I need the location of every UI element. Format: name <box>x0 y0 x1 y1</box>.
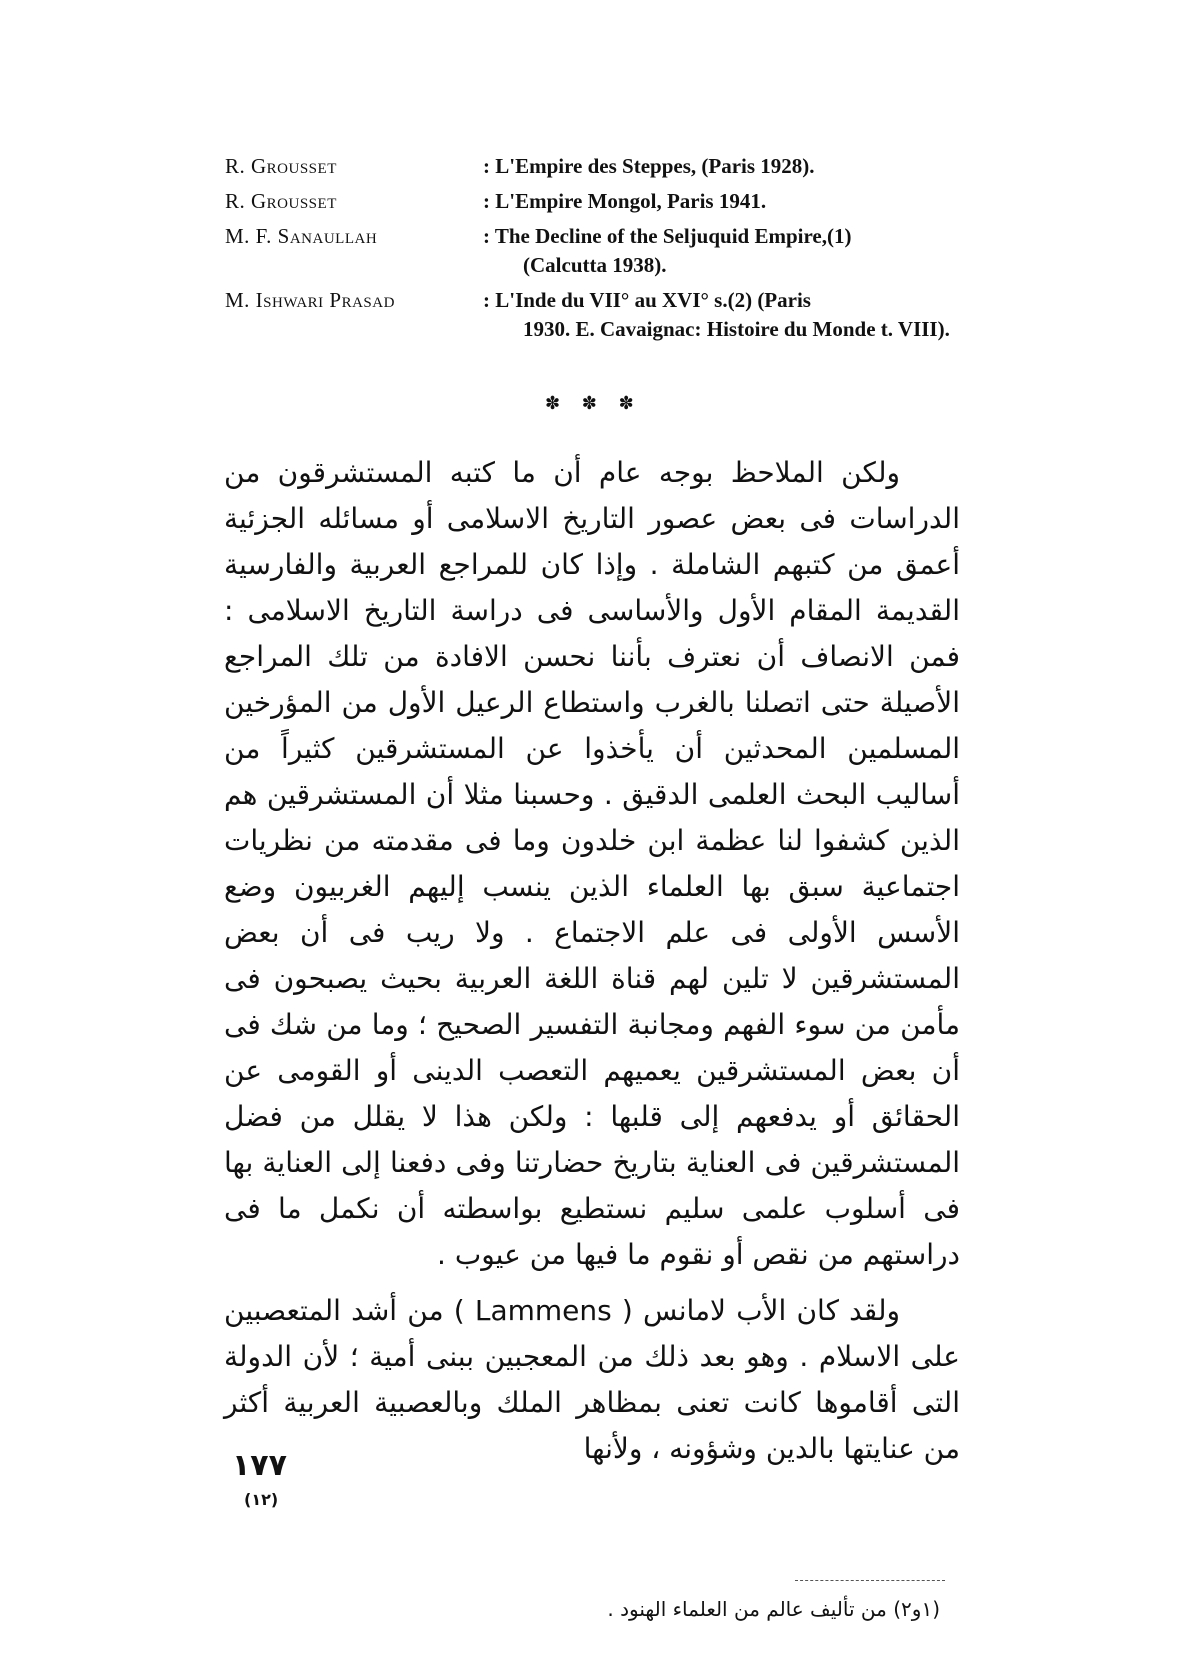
bibliography-list <box>225 152 955 350</box>
footnote: (١و٢) من تأليف عالم من العلماء الهنود . <box>607 1597 940 1621</box>
bibliography-entry <box>225 222 955 280</box>
bib-reference-text: : L'Empire Mongol, Paris 1941. <box>483 189 767 213</box>
bib-reference-text: : L'Inde du VII° au XVI° s.(2) (Paris <box>483 288 811 312</box>
signature-mark: (١٢) <box>244 1490 279 1509</box>
bib-reference <box>483 286 955 344</box>
paragraph: ولكن الملاحظ بوجه عام أن ما كتبه المستشرقون من الدراسات فى بعض عصور التاريخ الاسلامى أو مسائله الجزئية أعمق من كتبهم الشاملة . وإذا كان للمراجع العربية والفارسية القديمة المقام الأول والأساسى فى دراسة التاريخ الاسلامى : فمن الانصاف أن نعترف بأننا نحسن الافادة من تلك المراجع الأصيلة حتى اتصلنا بالغرب واستطاع الرعيل الأول من المؤرخين المسلمين المحدثين أن يأخذوا عن المستشرقين كثيراً من أساليب البحث العلمى الدقيق . وحسبنا مثلا أن المستشرقين هم الذين كشفوا لنا عظمة ابن خلدون وما فى مقدمته من نظريات اجتماعية سبق بها العلماء الذين ينسب إليهم الغربيون وضع الأسس الأولى فى علم الاجتماع . ولا ريب فى أن بعض المستشرقين لا تلين لهم قناة اللغة العربية بحيث يصبحون فى مأمن من سوء الفهم ومجانبة التفسير الصحيح ؛ وما من شك فى أن بعض المستشرقين يعميهم التعصب الدينى أو القومى عن الحقائق أو يدفعهم إلى قلبها : ولكن هذا لا يقلل من فضل المستشرقين فى العناية بتاريخ حضارتنا وفى دفعنا إلى العناية بها فى أسلوب علمى سليم نستطيع بواسطته أن نكمل ما فى دراستهم من نقص أو نقوم ما فيها من عيوب . <box>224 456 960 1271</box>
page-number: ١٧٧ <box>232 1448 287 1483</box>
bibliography-entry <box>225 187 955 216</box>
bib-reference-continuation: (Calcutta 1938). <box>523 253 667 277</box>
bib-reference-text: : L'Empire des Steppes, (Paris 1928). <box>483 154 815 178</box>
bib-reference-continuation: 1930. E. Cavaignac: Histoire du Monde t. VIII). <box>523 317 950 341</box>
bib-author: M. Ishwari Prasad <box>225 288 395 312</box>
bib-reference <box>483 152 955 181</box>
bib-author: R. Grousset <box>225 189 337 213</box>
bibliography-entry <box>225 152 955 181</box>
arabic-body-text <box>224 450 960 1482</box>
bib-reference-text: : The Decline of the Seljuquid Empire,(1) <box>483 224 852 248</box>
section-separator: ✽ ✽ ✽ <box>545 393 642 414</box>
bib-author: M. F. Sanaullah <box>225 224 378 248</box>
bib-author: R. Grousset <box>225 154 337 178</box>
bib-reference <box>483 187 955 216</box>
bib-reference <box>483 222 955 280</box>
bibliography-entry <box>225 286 955 344</box>
paragraph: ولقد كان الأب لامانس ( Lammens ) من أشد المتعصبين على الاسلام . وهو بعد ذلك من المعجبين ببنى أمية ؛ لأن الدولة التى أقاموها كانت تعنى بمظاهر الملك وبالعصبية العربية أكثر من عنايتها بالدين وشؤونه ، ولأنها <box>224 1294 960 1465</box>
footnote-divider <box>795 1580 945 1581</box>
